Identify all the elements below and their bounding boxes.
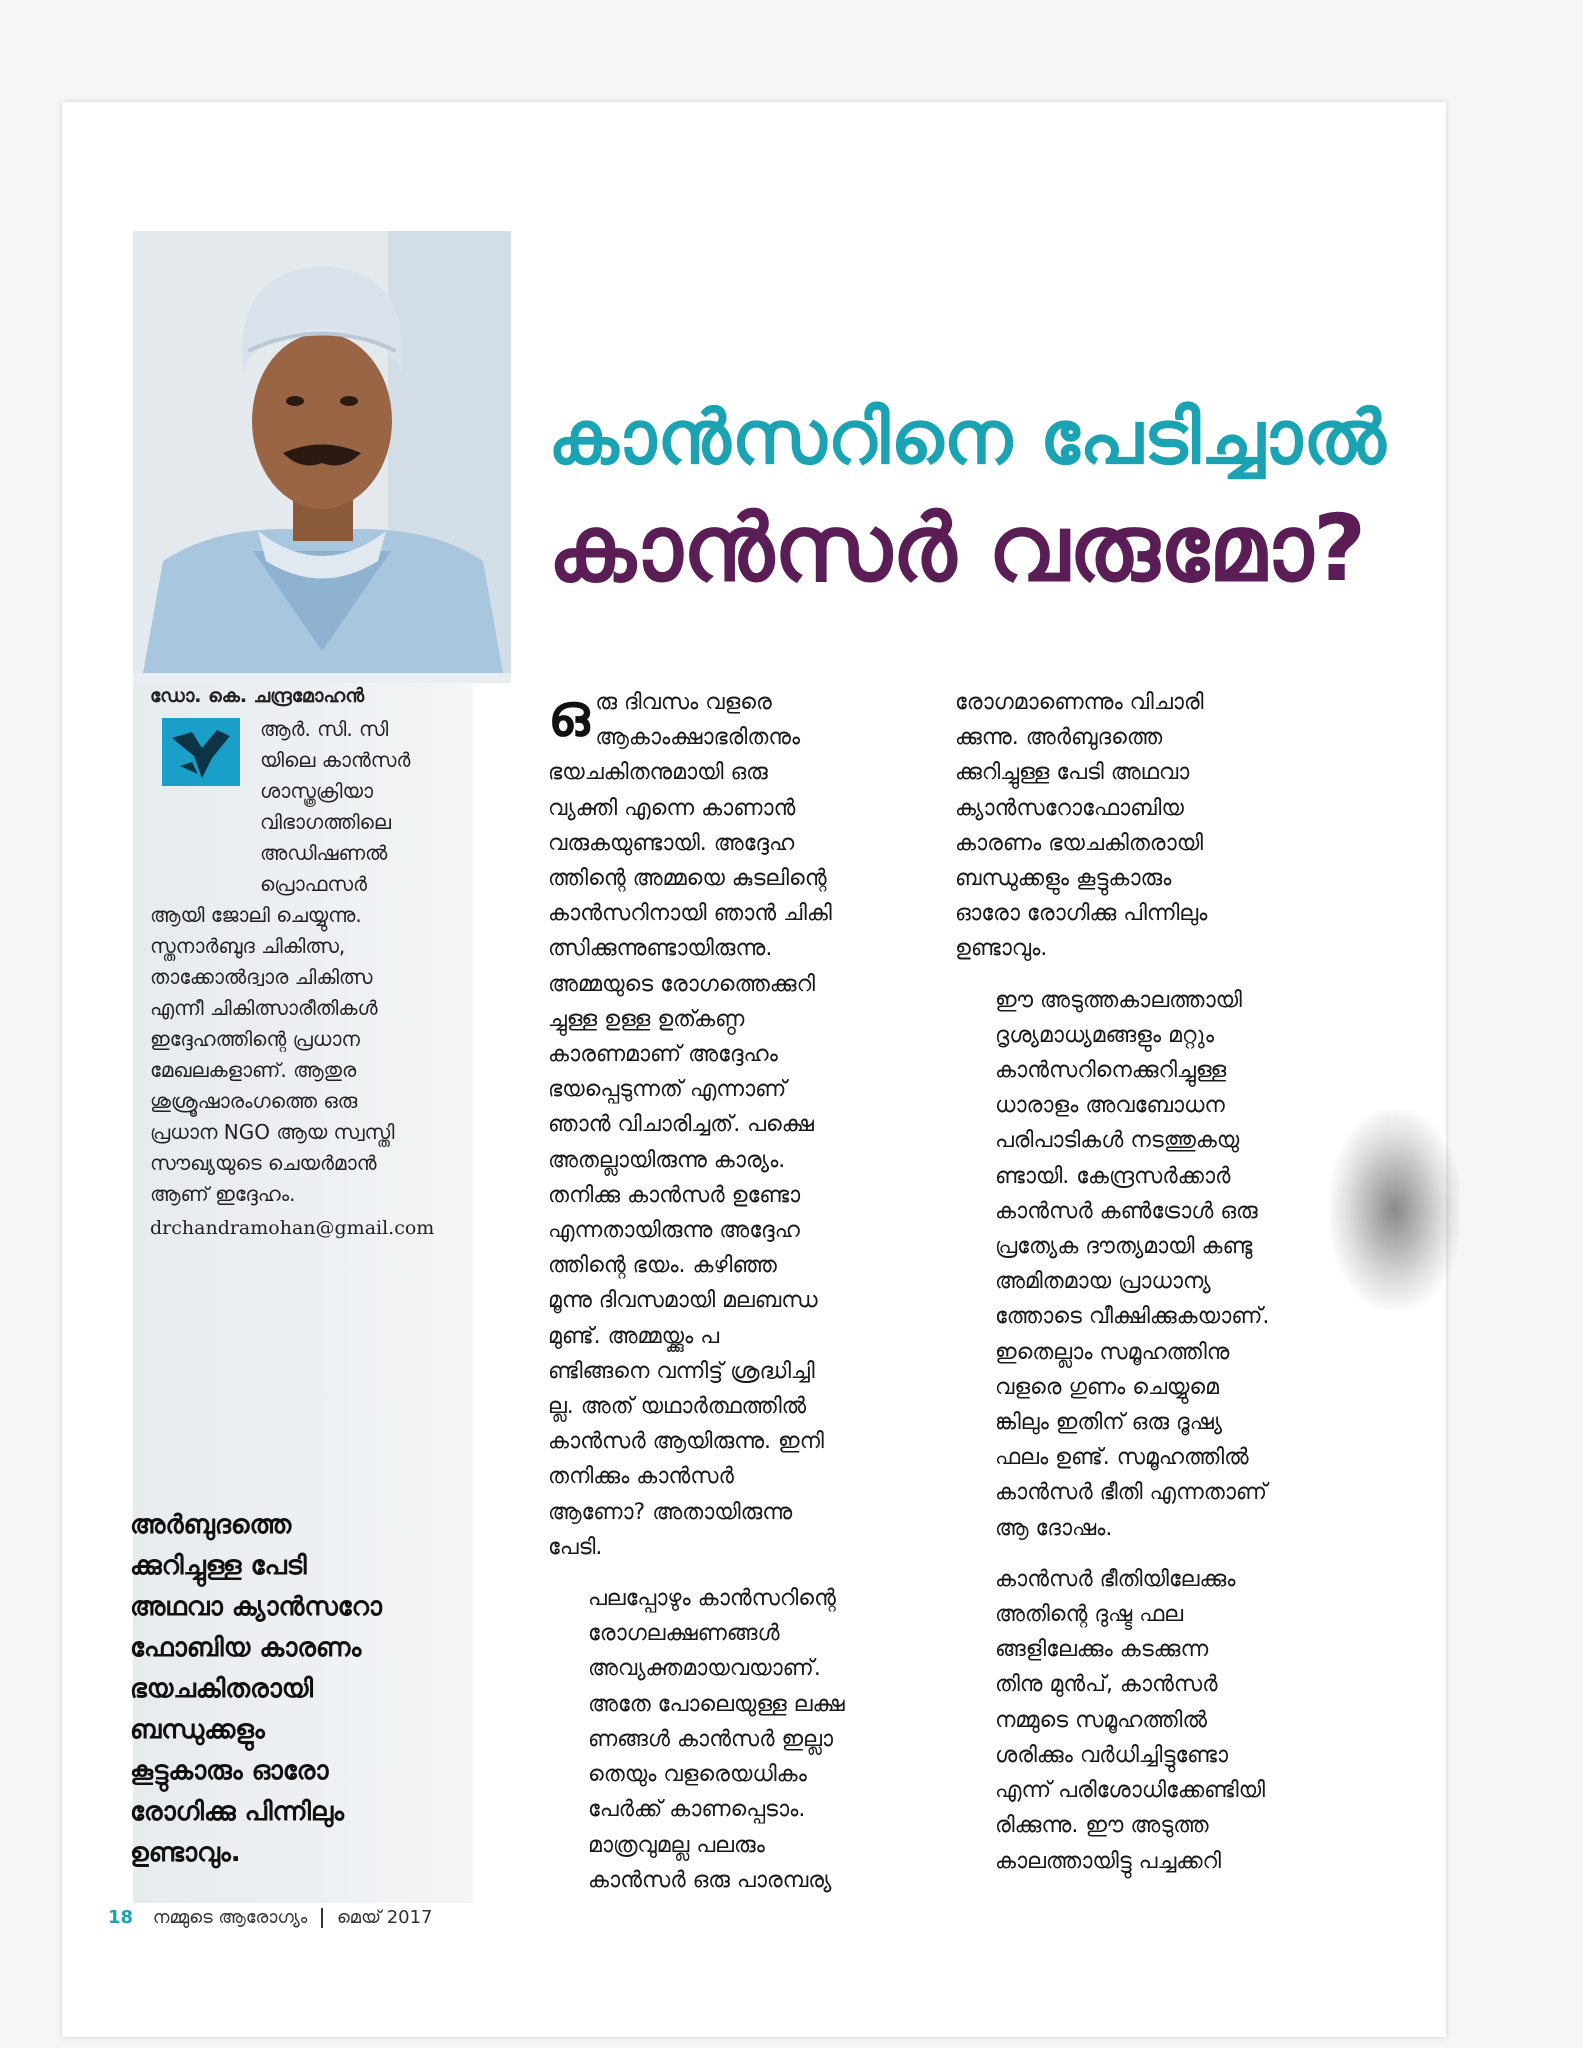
text-line: ച്ചുള്ള ഉള്ള ഉത്കണ്ഠ — [548, 1006, 745, 1032]
text-line: കാരണം ഭയചകിതരായി — [955, 830, 1204, 856]
text-line: കാൻസറിനെക്കുറിച്ചുള്ള — [995, 1058, 1227, 1084]
text-line: പേടി. — [548, 1534, 603, 1560]
author-photo — [133, 231, 511, 673]
author-email: drchandramohan@gmail.com — [150, 1217, 435, 1239]
text-line: കാൻസർ ഭീതി എന്നതാണ് — [995, 1480, 1268, 1506]
text-line: തനിക്കു കാൻസർ ഉണ്ടോ — [548, 1182, 801, 1208]
text-line: ഓരോ രോഗിക്കു പിന്നിലും — [955, 901, 1208, 927]
scan-smudge — [1330, 1110, 1460, 1310]
column1-paragraph-1 — [548, 681, 923, 1565]
text-line: അതേ പോലെയുള്ള ലക്ഷ — [588, 1691, 845, 1717]
page-footer — [108, 1907, 433, 1928]
pull-quote-line: അർബുദത്തെ — [130, 1510, 292, 1540]
text-line: ആ ദോഷം. — [995, 1515, 1113, 1541]
text-line: അതിന്റെ ദുഷ്ട ഫല — [995, 1602, 1184, 1628]
pull-quote-line: ഫോബിയ കാരണം — [130, 1633, 362, 1663]
bio-line: ആയി ജോലി ചെയ്യുന്നു. — [150, 903, 362, 927]
text-line: തെയും വളരെയധികം — [588, 1762, 807, 1788]
text-line: കാൻസർ ഭീതിയിലേക്കും — [995, 1566, 1236, 1592]
text-line: ണ്ടായി. കേന്ദ്രസർക്കാർ — [995, 1163, 1231, 1189]
text-line: ഫലം ഉണ്ട്. സമൂഹത്തിൽ — [995, 1445, 1249, 1471]
bio-line: ശുശ്രൂഷാരംഗത്തെ ഒരു — [150, 1089, 358, 1113]
text-line: മുണ്ട്. അമ്മയ്ക്കും പ — [548, 1323, 720, 1349]
text-line: ത്തിന്റെ ഭയം. കഴിഞ്ഞ — [548, 1253, 777, 1279]
text-line: രോഗമാണെന്നും വിചാരി — [955, 690, 1204, 715]
text-line: വ്യക്തി എന്നെ കാണാൻ — [548, 795, 796, 821]
text-line: ത്സിക്കുന്നുണ്ടായിരുന്നു. — [548, 936, 773, 962]
text-line: ശരിക്കും വർധിച്ചിട്ടുണ്ടോ — [995, 1742, 1229, 1768]
column2-paragraph-2 — [955, 983, 1330, 1546]
bio-line: ശാസ്ത്രക്രിയാ — [260, 779, 374, 803]
issue-date: മെയ് 2017 — [336, 1907, 433, 1928]
text-line: പരിപാടികൾ നടത്തുകയു — [995, 1128, 1240, 1154]
text-line: ങ്കിലും ഇതിന് ഒരു ദൂഷ്യ — [995, 1410, 1223, 1436]
bio-line: പ്രധാന NGO ആയ സ്വസ്തി — [150, 1120, 395, 1144]
pull-quote-line: ബന്ധുക്കളും — [130, 1715, 265, 1745]
text-line: ദൃശ്യമാധ്യമങ്ങളും മറ്റും — [995, 1022, 1214, 1048]
text-line: രോഗലക്ഷണങ്ങൾ — [588, 1621, 780, 1647]
text-line: എന്ന് പരിശോധിക്കേണ്ടിയി — [995, 1778, 1266, 1804]
bio-line: യിലെ കാൻസർ — [260, 748, 411, 772]
pull-quote-line: കൂട്ടുകാരും ഓരോ — [130, 1756, 329, 1786]
bio-line: സൗഖ്യയുടെ ചെയർമാൻ — [150, 1151, 377, 1175]
text-line: അമ്മയുടെ രോഗത്തെക്കുറി — [548, 971, 816, 997]
text-line: ആണോ? അതായിരുന്നു — [548, 1499, 793, 1525]
text-line: കാൻസർ ആയിരുന്നു. ഇനി — [548, 1429, 824, 1455]
text-line: മാത്രവുമല്ല പലരും — [588, 1832, 765, 1858]
text-line: എന്നതായിരുന്നു അദ്ദേഹ — [548, 1218, 800, 1244]
column2-paragraph-1 — [955, 685, 1330, 967]
pull-quote — [130, 1505, 470, 1874]
text-line: ത്തിന്റെ അമ്മയെ കുടലിന്റെ — [548, 866, 827, 892]
text-line: ഭയപ്പെടുന്നത് എന്നാണ് — [548, 1077, 787, 1103]
drop-cap: ഒ — [548, 681, 590, 749]
text-line: ത്തോടെ വീക്ഷിക്കുകയാണ്. — [995, 1304, 1270, 1330]
text-line: ബന്ധുക്കളും കൂട്ടുകാരും — [955, 866, 1172, 892]
text-line: ല്ല. അത് യഥാർത്ഥത്തിൽ — [548, 1394, 807, 1420]
text-line: രു ദിവസം വളരെ — [595, 690, 772, 715]
text-line: ധാരാളം അവബോധന — [995, 1093, 1225, 1119]
text-line: വളരെ ഗുണം ചെയ്യുമെ — [995, 1374, 1219, 1400]
bio-line: സ്തനാർബുദ ചികിത്സ, — [150, 934, 346, 958]
text-line: ണങ്ങൾ കാൻസർ ഇല്ലാ — [588, 1726, 834, 1752]
text-line: പലപ്പോഴും കാൻസറിന്റെ — [588, 1586, 836, 1612]
pull-quote-line: ഉണ്ടാവും. — [130, 1838, 241, 1868]
text-line: രിക്കുന്നു. ഈ അടുത്ത — [995, 1813, 1209, 1839]
text-line: അതല്ലായിരുന്നു കാര്യം. — [548, 1147, 786, 1173]
photo-bottom-band — [133, 673, 511, 683]
pull-quote-line: ഭയചകിതരായി — [130, 1674, 313, 1704]
pull-quote-line: അഥവാ ക്യാൻസറോ — [130, 1592, 382, 1622]
text-line: അമിതമായ പ്രാധാന്യ — [995, 1269, 1211, 1295]
text-line: മൂന്നു ദിവസമായി മലബന്ധ — [548, 1288, 818, 1314]
magazine-name: നമ്മുടെ ആരോഗ്യം — [152, 1907, 308, 1928]
text-line: കാൻസർ കൺട്രോൾ ഒരു — [995, 1198, 1258, 1224]
text-line: ക്കുന്നു. അർബുദത്തെ — [955, 725, 1163, 751]
headline-line-1: കാൻസറിനെ പേടിച്ചാൽ — [548, 395, 1387, 481]
bio-line: ആർ. സി. സി — [260, 717, 389, 741]
text-line: കാലത്തായിട്ടു പച്ചക്കറി — [995, 1848, 1221, 1874]
text-line: ഞാൻ വിചാരിച്ചത്. പക്ഷെ — [548, 1112, 814, 1138]
page-number: 18 — [108, 1907, 134, 1928]
article-column-2 — [955, 685, 1330, 1879]
pull-quote-line: രോഗിക്കു പിന്നിലും — [130, 1797, 345, 1827]
author-bio — [150, 714, 460, 1210]
text-line: അവ്യക്തമായവയാണ്. — [588, 1656, 821, 1682]
text-line: ഇതെല്ലാം സമൂഹത്തിനു — [995, 1339, 1230, 1365]
text-line: ക്യാൻസറോഫോബിയ — [955, 795, 1184, 821]
bio-line: മേഖലകളാണ്. ആതുര — [150, 1058, 357, 1082]
pull-quote-line: ക്കുറിച്ചുള്ള പേടി — [130, 1551, 307, 1581]
bio-line: വിഭാഗത്തിലെ — [260, 810, 391, 834]
text-line: തിനു മുൻപ്, കാൻസർ — [995, 1672, 1218, 1698]
text-line: തനിക്കും കാൻസർ — [548, 1464, 734, 1490]
text-line: കാൻസറിനായി ഞാൻ ചികി — [548, 901, 832, 927]
headline-line-2: കാൻസർ വരുമോ? — [548, 495, 1367, 602]
text-line: വരുകയുണ്ടായി. അദ്ദേഹ — [548, 830, 795, 856]
text-line: ഭയചകിതനുമായി ഒരു — [548, 760, 768, 786]
bio-line: ആണ് ഇദ്ദേഹം. — [150, 1182, 296, 1206]
column2-paragraph-3 — [955, 1562, 1330, 1879]
text-line: കാരണമാണ് അദ്ദേഹം — [548, 1042, 778, 1068]
column1-paragraph-2 — [548, 1581, 923, 1898]
text-line: ആകാംക്ഷാഭരിതനും — [595, 725, 801, 751]
text-line: പേർക്ക് കാണപ്പെടാം. — [588, 1797, 806, 1823]
footer-separator — [321, 1908, 323, 1928]
bio-line: അഡിഷണൽ പ്രൊഫസർ — [260, 841, 388, 896]
text-line: ഉണ്ടാവും. — [955, 936, 1048, 962]
text-line: ഈ അടുത്തകാലത്തായി — [995, 987, 1242, 1013]
bio-line: താക്കോൽദ്വാര ചികിത്സ — [150, 965, 373, 989]
text-line: ങ്ങളിലേക്കും കടക്കുന്ന — [995, 1637, 1209, 1663]
text-line: കാൻസർ ഒരു പാരമ്പര്യ — [588, 1867, 832, 1893]
text-line: നമ്മുടെ സമൂഹത്തിൽ — [995, 1707, 1207, 1733]
text-line: പ്രത്യേക ദൗത്യമായി കണ്ടു — [995, 1234, 1253, 1260]
bio-line: ഇദ്ദേഹത്തിന്റെ പ്രധാന — [150, 1027, 360, 1051]
surgeon-portrait-image — [133, 231, 511, 673]
article-column-1 — [548, 681, 923, 1898]
text-line: ണ്ടിങ്ങനെ വന്നിട്ട് ശ്രദ്ധിച്ചി — [548, 1358, 815, 1384]
author-name: ഡോ. കെ. ചന്ദ്രമോഹൻ — [150, 685, 365, 707]
bio-line: എന്നീ ചികിത്സാരീതികൾ — [150, 996, 378, 1020]
text-line: ക്കുറിച്ചുള്ള പേടി അഥവാ — [955, 760, 1190, 786]
